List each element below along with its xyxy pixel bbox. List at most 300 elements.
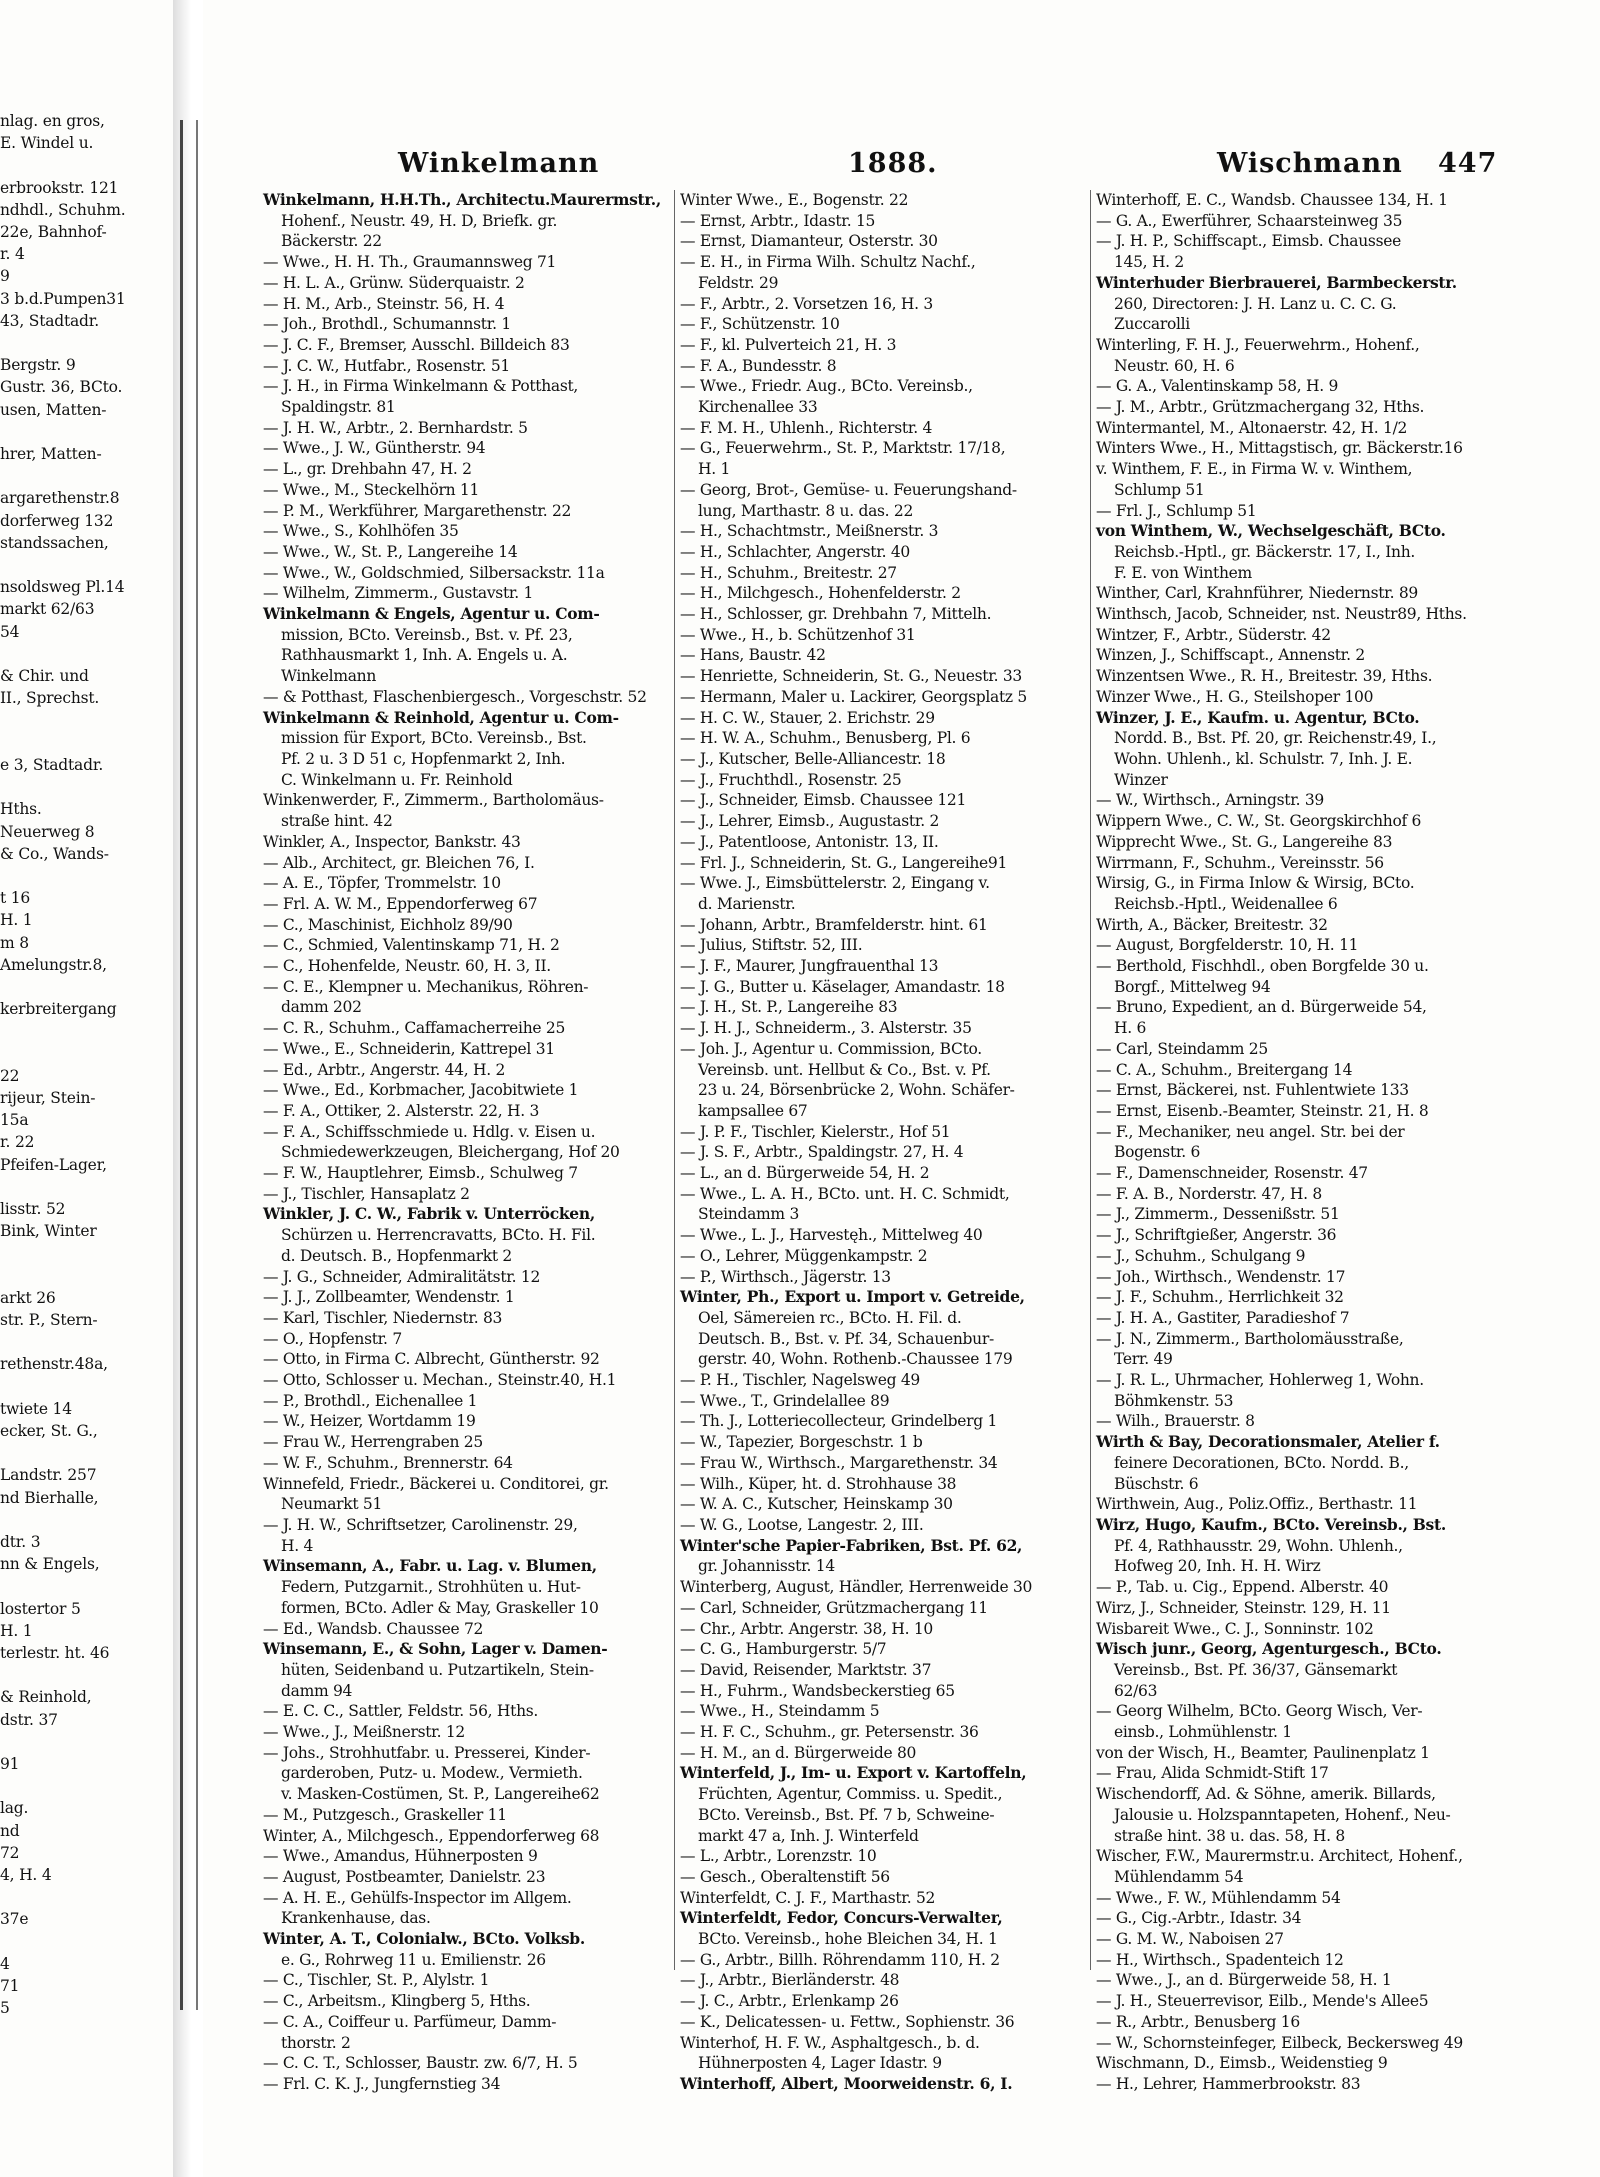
directory-entry-line: — W. A. C., Kutscher, Heinskamp 30 [680,1495,953,1514]
directory-entry-line: — Wwe., H. H. Th., Graumannsweg 71 [263,253,557,272]
directory-entry-line: Spaldingstr. 81 [281,398,396,417]
directory-entry-line: Wischer, F.W., Maurermstr.u. Architect, Hohenf., [1096,1847,1463,1866]
directory-entry-line: Vereinsb. unt. Hellbut & Co., Bst. v. Pf. [698,1060,991,1079]
directory-entry-line: — O., Hopfenstr. 7 [263,1329,402,1348]
directory-entry-line: Neumarkt 51 [281,1495,383,1514]
directory-entry-line: — J. H. J., Schneiderm., 3. Alsterstr. 35 [680,1019,972,1038]
directory-entry-line: — W., Tapezier, Borgeschstr. 1 b [680,1433,923,1452]
previous-page-line: 22e, Bahnhof- [0,223,107,242]
directory-entry-line: — J., Patentloose, Antonistr. 13, II. [680,832,939,851]
previous-page-line: 15a [0,1111,29,1130]
directory-entry-line: Wippern Wwe., C. W., St. Georgskirchhof 6 [1096,812,1422,831]
previous-page-line [0,332,172,354]
directory-entry-line: Wohn. Uhlenh., kl. Schulstr. 7, Inh. J. E. [1114,749,1413,768]
directory-entry-line: Borgf., Mittelweg 94 [1114,977,1271,996]
directory-entry-line: — Wwe., L. A. H., BCto. unt. H. C. Schmidt, [680,1184,1010,1203]
directory-entry-line: 62/63 [1114,1681,1158,1700]
directory-entry-line: Winther, Carl, Krahnführer, Niedernstr. 89 [1096,584,1418,603]
previous-page-line: Gustr. 36, BCto. [0,378,123,397]
directory-entry-line: H. 6 [1114,1019,1147,1038]
directory-entry-line: — Georg Wilhelm, BCto. Georg Wisch, Ver- [1096,1702,1423,1721]
previous-page-line: ecker, St. G., [0,1421,98,1440]
directory-entry-line: thorstr. 2 [281,2033,351,2052]
directory-entry-line: Winsemann, E., & Sohn, Lager v. Damen- [263,1639,608,1659]
directory-entry-line: Pf. 2 u. 3 D 51 c, Hopfenmarkt 2, Inh. [281,749,566,768]
directory-entry-line: — E. C. C., Sattler, Feldstr. 56, Hths. [263,1702,539,1721]
directory-entry-line: — G. M. W., Naboisen 27 [1096,1930,1284,1949]
directory-entry-line: — Wilhelm, Zimmerm., Gustavstr. 1 [263,584,534,603]
directory-entry-line: BCto. Vereinsb., Bst. Pf. 7 b, Schweine- [698,1805,995,1824]
directory-entry-line: Winkelmann & Engels, Agentur u. Com- [263,604,600,624]
directory-entry-line: — J. H., St. P., Langereihe 83 [680,998,898,1017]
directory-entry-line: — J., Schneider, Eimsb. Chaussee 121 [680,791,967,810]
directory-entry-line: — Wwe., J. W., Güntherstr. 94 [263,439,486,458]
directory-entry-line: — H., Schlachter, Angerstr. 40 [680,542,910,561]
directory-entry-line: Bogenstr. 6 [1114,1143,1201,1162]
previous-page-line: & Reinhold, [0,1688,92,1707]
previous-page-line: ndhdl., Schuhm. [0,200,126,219]
directory-entry-line: — F. A., Bundesstr. 8 [680,356,837,375]
directory-entry-line: — J., Lehrer, Eimsb., Augustastr. 2 [680,812,940,831]
directory-entry-line: — J. F., Schuhm., Herrlichkeit 32 [1096,1288,1344,1307]
directory-column-3 [1096,190,1544,2093]
directory-entry-line: — Joh., Wirthsch., Wendenstr. 17 [1096,1267,1346,1286]
previous-page-line: Bergstr. 9 [0,356,76,375]
header-right-keyword: Wischmann [1217,148,1403,179]
directory-entry-line: — E. H., in Firma Wilh. Schultz Nachf., [680,253,976,272]
directory-entry-line: mission für Export, BCto. Vereinsb., Bst. [281,729,587,748]
directory-entry-line: H. 4 [281,1536,314,1555]
directory-entry-line: von der Wisch, H., Beamter, Paulinenplatz 1 [1096,1743,1430,1762]
directory-entry-line: Winterfeldt, C. J. F., Marthastr. 52 [680,1888,936,1907]
directory-entry-line: — J., Tischler, Hansaplatz 2 [263,1184,470,1203]
directory-column-2 [680,190,1088,2093]
directory-entry-line: — Joh. J., Agentur u. Commission, BCto. [680,1039,982,1058]
directory-entry-line: — Wwe., M., Steckelhörn 11 [263,480,480,499]
directory-entry-line: einsb., Lohmühlenstr. 1 [1114,1723,1292,1742]
directory-entry-line: Wirrmann, F., Schuhm., Vereinsstr. 56 [1096,853,1384,872]
directory-entry-line: Winterfeldt, Fedor, Concurs-Verwalter, [680,1908,1003,1928]
directory-entry-line: — Berthold, Fischhdl., oben Borgfelde 30 u. [1096,957,1429,976]
directory-entry-line: Krankenhause, das. [281,1909,431,1928]
directory-entry-line: — Th. J., Lotteriecollecteur, Grindelberg 1 [680,1412,998,1431]
previous-page-line: 4 [0,1954,10,1973]
previous-page-line [0,1509,172,1531]
directory-entry-line: — Wwe., F. W., Mühlendamm 54 [1096,1888,1341,1907]
directory-entry-line: — P., Brothdl., Eichenallee 1 [263,1391,478,1410]
directory-entry-line: — C. A., Coiffeur u. Parfümeur, Damm- [263,2012,557,2031]
directory-entry-line: Schürzen u. Herrencravatts, BCto. H. Fil. [281,1226,596,1245]
previous-page-line: arkt 26 [0,1288,56,1307]
directory-entry-line: — P. M., Werkführer, Margarethenstr. 22 [263,501,572,520]
directory-entry-line: — J. M., Arbtr., Grützmachergang 32, Hths. [1096,398,1425,417]
previous-page-line [0,554,172,576]
directory-entry-line: — Georg, Brot-, Gemüse- u. Feuerungshand- [680,480,1017,499]
previous-page-line: nsoldsweg Pl.14 [0,578,125,597]
directory-entry-line: Winter'sche Papier-Fabriken, Bst. Pf. 62, [680,1535,1023,1555]
directory-entry-line: — H., Schuhm., Breitestr. 27 [680,563,897,582]
directory-entry-line: — H., Milchgesch., Hohenfelderstr. 2 [680,584,961,603]
directory-entry-line: — Ed., Wandsb. Chaussee 72 [263,1619,484,1638]
directory-entry-line: v. Winthem, F. E., in Firma W. v. Winthem, [1096,460,1413,479]
directory-entry-line: — Bruno, Expedient, an d. Bürgerweide 54, [1096,998,1427,1017]
previous-page-line: Neuerweg 8 [0,822,95,841]
gutter-rule [196,120,198,2010]
previous-page-line: argarethenstr.8 [0,489,120,508]
directory-entry-line: Vereinsb., Bst. Pf. 36/37, Gänsemarkt [1114,1660,1398,1679]
directory-entry-line: Wirsig, G., in Firma Inlow & Wirsig, BCto. [1096,874,1415,893]
previous-page-line: H. 1 [0,1621,33,1640]
directory-entry-line: — Alb., Architect, gr. Bleichen 76, I. [263,853,535,872]
directory-entry-line: — W., Schornsteinfeger, Eilbeck, Beckersweg 49 [1096,2033,1463,2052]
previous-page-line: 71 [0,1977,20,1996]
directory-entry-line: Zuccarolli [1114,315,1190,334]
previous-page-line: terlestr. ht. 46 [0,1644,110,1663]
previous-page-line: 72 [0,1843,20,1862]
directory-entry-line: — Wwe., W., Goldschmied, Silbersackstr. 11a [263,563,605,582]
directory-entry-line: Winter, A., Milchgesch., Eppendorferweg 68 [263,1826,600,1845]
directory-entry-line: Pf. 4, Rathhausstr. 29, Wohn. Uhlenh., [1114,1536,1403,1555]
directory-entry-line: — Johann, Arbtr., Bramfelderstr. hint. 61 [680,915,988,934]
previous-page-line: t 16 [0,889,31,908]
directory-entry-line: — Wwe., Friedr. Aug., BCto. Vereinsb., [680,377,973,396]
previous-page-line: Bink, Winter [0,1222,97,1241]
previous-page-line [0,1020,172,1042]
directory-entry-line: — K., Delicatessen- u. Fettw., Sophienstr. 36 [680,2012,1015,2031]
previous-page-line: standssachen, [0,533,109,552]
directory-entry-line: Reichsb.-Hptl., gr. Bäckerstr. 17, I., Inh. [1114,542,1416,561]
directory-entry-line: — G. A., Valentinskamp 58, H. 9 [1096,377,1339,396]
directory-entry-line: — W. G., Lootse, Langestr. 2, III. [680,1516,924,1534]
directory-entry-line: Reichsb.-Hptl., Weidenallee 6 [1114,894,1338,913]
previous-page-line: Landstr. 257 [0,1466,97,1485]
previous-page-line [0,709,172,731]
directory-entry-line: H. 1 [698,460,731,479]
directory-entry-line: straße hint. 42 [281,812,393,831]
directory-entry-line: — C., Arbeitsm., Klingberg 5, Hths. [263,1992,531,2011]
directory-entry-line: Winterhuder Bierbrauerei, Barmbeckerstr. [1096,272,1457,292]
previous-page-line [0,643,172,665]
directory-entry-line: Hohenf., Neustr. 49, H. D, Briefk. gr. [281,211,558,230]
previous-page-line [0,1775,172,1797]
directory-entry-line: Schlump 51 [1114,480,1205,499]
directory-entry-line: d. Deutsch. B., Hopfenmarkt 2 [281,1246,512,1265]
directory-entry-line: — G., Cig.-Arbtr., Idastr. 34 [1096,1909,1302,1928]
directory-entry-line: — Wwe., E., Schneiderin, Kattrepel 31 [263,1039,555,1058]
previous-page-line: lag. [0,1799,29,1818]
directory-entry-line: Winthsch, Jacob, Schneider, nst. Neustr89, Hths. [1096,605,1467,624]
directory-entry-line: gerstr. 40, Wohn. Rothenb.-Chaussee 179 [698,1350,1013,1369]
directory-entry-line: — Wwe., Amandus, Hühnerposten 9 [263,1847,538,1866]
directory-entry-line: Winzentsen Wwe., R. H., Breitestr. 39, Hths. [1096,667,1433,686]
previous-page-line: Pfeifen-Lager, [0,1155,107,1174]
directory-entry-line: — O., Lehrer, Müggenkampstr. 2 [680,1246,928,1265]
directory-entry-line: gr. Johannisstr. 14 [698,1557,835,1576]
previous-page-line: r. 4 [0,245,25,264]
previous-page-line: r. 22 [0,1133,35,1152]
directory-entry-line: — J. H., Steuerrevisor, Eilb., Mende's Allee5 [1096,1992,1429,2011]
directory-entry-line: Bäckerstr. 22 [281,232,382,251]
directory-entry-line: Schmiedewerkzeugen, Bleichergang, Hof 20 [281,1143,620,1162]
directory-entry-line: — H., Wirthsch., Spadenteich 12 [1096,1950,1344,1969]
directory-entry-line: — J. F., Maurer, Jungfrauenthal 13 [680,957,939,976]
previous-page-line [0,1442,172,1464]
directory-entry-line: — Carl, Schneider, Grützmachergang 11 [680,1598,988,1617]
directory-entry-line: — H., Fuhrm., Wandsbeckerstieg 65 [680,1681,955,1700]
directory-entry-line: — Frl. C. K. J., Jungfernstieg 34 [263,2074,501,2093]
directory-entry-line: Winzer Wwe., H. G., Steilshoper 100 [1096,687,1374,706]
directory-entry-line: Kirchenallee 33 [698,398,818,417]
directory-entry-line: — Wilh., Küper, ht. d. Strohhause 38 [680,1474,957,1493]
directory-entry-line: — H., Schlosser, gr. Drehbahn 7, Mittelh. [680,605,992,624]
previous-page-line: nd [0,1821,20,1840]
previous-page-line [0,776,172,798]
directory-entry-line: — F., Mechaniker, neu angel. Str. bei der [1096,1122,1405,1141]
header-left-keyword: Winkelmann [398,148,600,179]
previous-page-line [0,1331,172,1353]
previous-page-fragment [0,110,172,2018]
directory-entry-line: — Ernst, Arbtr., Idastr. 15 [680,211,876,230]
previous-page-line [0,1176,172,1198]
directory-entry-line: Winterhoff, E. C., Wandsb. Chaussee 134, H. 1 [1096,191,1448,209]
directory-entry-line: — J. R. L., Uhrmacher, Hohlerweg 1, Wohn. [1096,1371,1424,1390]
directory-entry-line: — W., Heizer, Wortdamm 19 [263,1412,476,1431]
directory-entry-line: e. G., Rohrweg 11 u. Emilienstr. 26 [281,1950,546,1969]
directory-entry-line: — L., gr. Drehbahn 47, H. 2 [263,460,472,479]
directory-entry-line: F. E. von Winthem [1114,563,1252,582]
directory-entry-line: Böhmkenstr. 53 [1114,1391,1234,1410]
directory-entry-line: — J. H. W., Arbtr., 2. Bernhardstr. 5 [263,418,528,437]
previous-page-line [0,732,172,754]
previous-page-line: & Co., Wands- [0,844,109,863]
previous-page-line [0,865,172,887]
directory-entry-line: — P., Tab. u. Cig., Eppend. Alberstr. 40 [1096,1578,1389,1597]
directory-entry-line: — Frau W., Wirthsch., Margarethenstr. 34 [680,1453,998,1472]
directory-entry-line: Wirth & Bay, Decorationsmaler, Atelier f. [1096,1432,1440,1452]
directory-entry-line: — Otto, Schlosser u. Mechan., Steinstr.40, H.1 [263,1371,617,1390]
directory-entry-line: Winterhof, H. F. W., Asphaltgesch., b. d. [680,2033,980,2052]
directory-entry-line: — Henriette, Schneiderin, St. G., Neuestr. 33 [680,667,1022,686]
previous-page-line: dtr. 3 [0,1533,41,1551]
directory-entry-line: — Joh., Brothdl., Schumannstr. 1 [263,315,511,334]
directory-entry-line: Winter, Ph., Export u. Import v. Getreide, [680,1287,1025,1307]
directory-entry-line: — F. A., Ottiker, 2. Alsterstr. 22, H. 3 [263,1101,540,1120]
directory-entry-line: BCto. Vereinsb., hohe Bleichen 34, H. 1 [698,1930,998,1949]
directory-entry-line: — Wwe. J., Eimsbüttelerstr. 2, Eingang v. [680,874,990,893]
directory-entry-line: lung, Marthastr. 8 u. das. 22 [698,501,914,520]
previous-page-line: nlag. en gros, [0,112,105,130]
directory-entry-line: — Ernst, Bäckerei, nst. Fuhlentwiete 133 [1096,1081,1409,1100]
directory-entry-line: — J., Kutscher, Belle-Alliancestr. 18 [680,749,946,768]
previous-page-line: 9 [0,267,10,286]
previous-page-line: rijeur, Stein- [0,1088,96,1107]
directory-entry-line: d. Marienstr. [698,894,796,913]
previous-page-line [0,1886,172,1908]
previous-page-line: twiete 14 [0,1399,72,1418]
previous-page-line: 43, Stadtadr. [0,311,100,330]
directory-entry-line: — J. H. A., Gastiter, Paradieshof 7 [1096,1308,1350,1327]
directory-entry-line: — G., Feuerwehrm., St. P., Marktstr. 17/18, [680,439,1006,458]
directory-entry-line: 145, H. 2 [1114,253,1184,272]
directory-entry-line: Hühnerposten 4, Lager Idastr. 9 [698,2054,942,2073]
directory-entry-line: — Wwe., L. J., Harvestęh., Mittelweg 40 [680,1226,983,1245]
previous-page-line: 5 [0,1999,10,2018]
directory-entry-line: — Ernst, Eisenb.-Beamter, Steinstr. 21, H. 8 [1096,1101,1429,1120]
directory-entry-line: Wipprecht Wwe., St. G., Langereihe 83 [1096,832,1393,851]
previous-page-line [0,465,172,487]
directory-entry-line: damm 202 [281,998,362,1017]
directory-entry-line: — F., Damenschneider, Rosenstr. 47 [1096,1164,1368,1183]
directory-entry-line: — Wwe., S., Kohlhöfen 35 [263,522,459,541]
directory-entry-line: — J. H., in Firma Winkelmann & Potthast, [263,377,579,396]
directory-entry-line: — Johs., Strohhutfabr. u. Presserei, Kinder- [263,1743,591,1762]
directory-entry-line: Wischmann, D., Eimsb., Weidenstieg 9 [1096,2054,1388,2073]
directory-entry-line: — J. P. F., Tischler, Kielerstr., Hof 51 [680,1122,951,1141]
directory-entry-line: Winkelmann & Reinhold, Agentur u. Com- [263,707,619,727]
gutter-rule [180,120,183,2010]
directory-entry-line: Winterfeld, J., Im- u. Export v. Kartoffeln, [680,1763,1027,1783]
directory-entry-line: — A. H. E., Gehülfs-Inspector im Allgem. [263,1888,572,1907]
previous-page-line [0,1242,172,1264]
directory-entry-line: Wirth, A., Bäcker, Breitestr. 32 [1096,915,1328,934]
directory-entry-line: — W., Wirthsch., Arningstr. 39 [1096,791,1324,810]
previous-page-line: Amelungstr.8, [0,955,107,974]
previous-page-line: lostertor 5 [0,1599,81,1618]
directory-entry-line: — C. A., Schuhm., Breitergang 14 [1096,1060,1353,1079]
directory-entry-line: — Ed., Arbtr., Angerstr. 44, H. 2 [263,1060,506,1079]
directory-entry-line: — F., kl. Pulverteich 21, H. 3 [680,335,897,354]
directory-entry-line: — L., Arbtr., Lorenzstr. 10 [680,1847,877,1866]
directory-entry-line: — J. H. P., Schiffscapt., Eimsb. Chaussee [1096,232,1401,251]
directory-entry-line: — David, Reisender, Marktstr. 37 [680,1660,932,1679]
previous-page-line: nd Bierhalle, [0,1488,99,1507]
directory-entry-line: — G. A., Ewerführer, Schaarsteinweg 35 [1096,211,1403,230]
directory-entry-line: Winters Wwe., H., Mittagstisch, gr. Bäckerstr.16 [1096,439,1463,458]
previous-page-line: m 8 [0,933,29,952]
previous-page-line [0,1575,172,1597]
directory-entry-line: hüten, Seidenband u. Putzartikeln, Stein- [281,1660,594,1679]
directory-entry-line: — G., Arbtr., Billh. Röhrendamm 110, H. 2 [680,1950,1000,1969]
directory-entry-line: — F. A. B., Norderstr. 47, H. 8 [1096,1184,1322,1203]
directory-entry-line: — J., Arbtr., Bierländerstr. 48 [680,1971,900,1990]
directory-entry-line: — C. R., Schuhm., Caffamacherreihe 25 [263,1019,566,1038]
directory-entry-line: Winter Wwe., E., Bogenstr. 22 [680,191,909,209]
directory-entry-line: — M., Putzgesch., Graskeller 11 [263,1805,507,1824]
directory-entry-line: — H. M., Arb., Steinstr. 56, H. 4 [263,294,505,313]
directory-entry-line: Winsemann, A., Fabr. u. Lag. v. Blumen, [263,1556,597,1576]
directory-entry-line: Oel, Sämereien rc., BCto. H. Fil. d. [698,1308,962,1327]
directory-entry-line: — Wwe., Ed., Korbmacher, Jacobitwiete 1 [263,1081,579,1100]
directory-entry-line: — F. A., Schiffsschmiede u. Hdlg. v. Eisen u. [263,1122,596,1141]
directory-entry-line: — J. C. W., Hutfabr., Rosenstr. 51 [263,356,510,375]
directory-entry-line: — C. C. T., Schlosser, Baustr. zw. 6/7, H. 5 [263,2054,578,2073]
directory-entry-line: — P. H., Tischler, Nagelsweg 49 [680,1371,920,1390]
previous-page-line: erbrookstr. 121 [0,178,119,197]
directory-entry-line: — Wwe., J., Meißnerstr. 12 [263,1723,465,1742]
previous-page-line: markt 62/63 [0,600,95,619]
directory-entry-line: Steindamm 3 [698,1205,800,1224]
directory-entry-line: Wintermantel, M., Altonaerstr. 42, H. 1/2 [1096,418,1408,437]
directory-entry-line: Winkler, J. C. W., Fabrik v. Unterröcken, [263,1204,595,1224]
directory-entry-line: — J. S. F., Arbtr., Spaldingstr. 27, H. 4 [680,1143,964,1162]
directory-entry-line: — W. F., Schuhm., Brennerstr. 64 [263,1453,513,1472]
directory-entry-line: — J. C., Arbtr., Erlenkamp 26 [680,1992,899,2011]
previous-page-line: dorferweg 132 [0,511,114,530]
previous-page-line: & Chir. und [0,667,89,686]
directory-entry-line: — F. M. H., Uhlenh., Richterstr. 4 [680,418,933,437]
directory-entry-line: — August, Borgfelderstr. 10, H. 11 [1096,936,1359,955]
directory-entry-line: — J. J., Zollbeamter, Wendenstr. 1 [263,1288,515,1307]
previous-page-line [0,1664,172,1686]
directory-entry-line: Winzer [1114,770,1168,789]
previous-page-line: 4, H. 4 [0,1866,52,1885]
directory-entry-line: — August, Postbeamter, Danielstr. 23 [263,1867,546,1886]
directory-entry-line: 23 u. 24, Börsenbrücke 2, Wohn. Schäfer- [698,1081,1015,1100]
directory-entry-line: — F., Schützenstr. 10 [680,315,840,334]
header-year: 1888. [848,148,938,179]
directory-entry-line: — J. N., Zimmerm., Bartholomäusstraße, [1096,1329,1404,1348]
directory-entry-line: garderoben, Putz- u. Modew., Vermieth. [281,1764,583,1783]
directory-entry-line: formen, BCto. Adler & May, Graskeller 10 [281,1598,599,1617]
directory-entry-line: — H., Lehrer, Hammerbrookstr. 83 [1096,2074,1361,2093]
directory-entry-line: Winkelmann, H.H.Th., Architectu.Maurermstr., [263,190,661,209]
directory-entry-line: Winzer, J. E., Kaufm. u. Agentur, BCto. [1096,707,1420,727]
directory-entry-line: Nordd. B., Bst. Pf. 20, gr. Reichenstr.49, I., [1114,729,1437,748]
directory-entry-line: — Chr., Arbtr. Angerstr. 38, H. 10 [680,1619,933,1638]
directory-entry-line: — Wwe., W., St. P., Langereihe 14 [263,542,518,561]
directory-entry-line: — H. L. A., Grünw. Süderquaistr. 2 [263,273,525,292]
directory-entry-line: — C., Hohenfelde, Neustr. 60, H. 3, II. [263,957,551,976]
directory-entry-line: — F. W., Hauptlehrer, Eimsb., Schulweg 7 [263,1164,578,1183]
previous-page-line: e 3, Stadtadr. [0,755,104,774]
previous-page-line [0,421,172,443]
directory-entry-line: — C., Schmied, Valentinskamp 71, H. 2 [263,936,560,955]
directory-entry-line: — Hans, Baustr. 42 [680,646,826,665]
previous-page-line [0,1043,172,1065]
directory-entry-line: Winkenwerder, F., Zimmerm., Bartholomäus- [263,791,604,810]
directory-entry-line: — Julius, Stiftstr. 52, III. [680,936,863,955]
directory-entry-line: Wisch junr., Georg, Agenturgesch., BCto. [1096,1639,1442,1659]
directory-entry-line: — Gesch., Oberaltenstift 56 [680,1867,890,1886]
directory-entry-line: — H., Schachtmstr., Meißnerstr. 3 [680,522,939,541]
directory-entry-line: — J., Schuhm., Schulgang 9 [1096,1246,1306,1265]
previous-page-line: E. Windel u. [0,134,94,153]
previous-page-line: 54 [0,622,20,641]
directory-entry-line: Winterberg, August, Händler, Herrenweide 30 [680,1578,1033,1597]
directory-entry-line: Hofweg 20, Inh. H. H. Wirz [1114,1557,1321,1576]
previous-page-line: 22 [0,1066,20,1085]
directory-entry-line: — Frau W., Herrengraben 25 [263,1433,483,1452]
directory-entry-line: 260, Directoren: J. H. Lanz u. C. C. G. [1114,294,1397,313]
directory-entry-line: — Hermann, Maler u. Lackirer, Georgsplatz 5 [680,687,1027,706]
column-divider [674,190,675,1970]
directory-entry-line: damm 94 [281,1681,353,1700]
previous-page-line: II., Sprechst. [0,689,100,708]
directory-entry-line: Büschstr. 6 [1114,1474,1199,1493]
page-number: 447 [1438,148,1498,179]
directory-entry-line: — H. W. A., Schuhm., Benusberg, Pl. 6 [680,729,971,748]
directory-entry-line: Wirz, J., Schneider, Steinstr. 129, H. 11 [1096,1598,1391,1617]
directory-entry-line: Winter, A. T., Colonialw., BCto. Volksb. [263,1929,585,1949]
previous-page-line: str. P., Stern- [0,1310,98,1329]
directory-entry-line: — Otto, in Firma C. Albrecht, Güntherstr. 92 [263,1350,600,1369]
directory-entry-line: — C. G., Hamburgerstr. 5/7 [680,1640,887,1659]
directory-entry-line: Winzen, J., Schiffscapt., Annenstr. 2 [1096,646,1365,665]
directory-entry-line: Früchten, Agentur, Commiss. u. Spedit., [698,1785,1003,1804]
previous-page-line: H. 1 [0,911,33,930]
directory-entry-line: Deutsch. B., Bst. v. Pf. 34, Schauenbur- [698,1329,994,1348]
running-header [230,148,1575,188]
